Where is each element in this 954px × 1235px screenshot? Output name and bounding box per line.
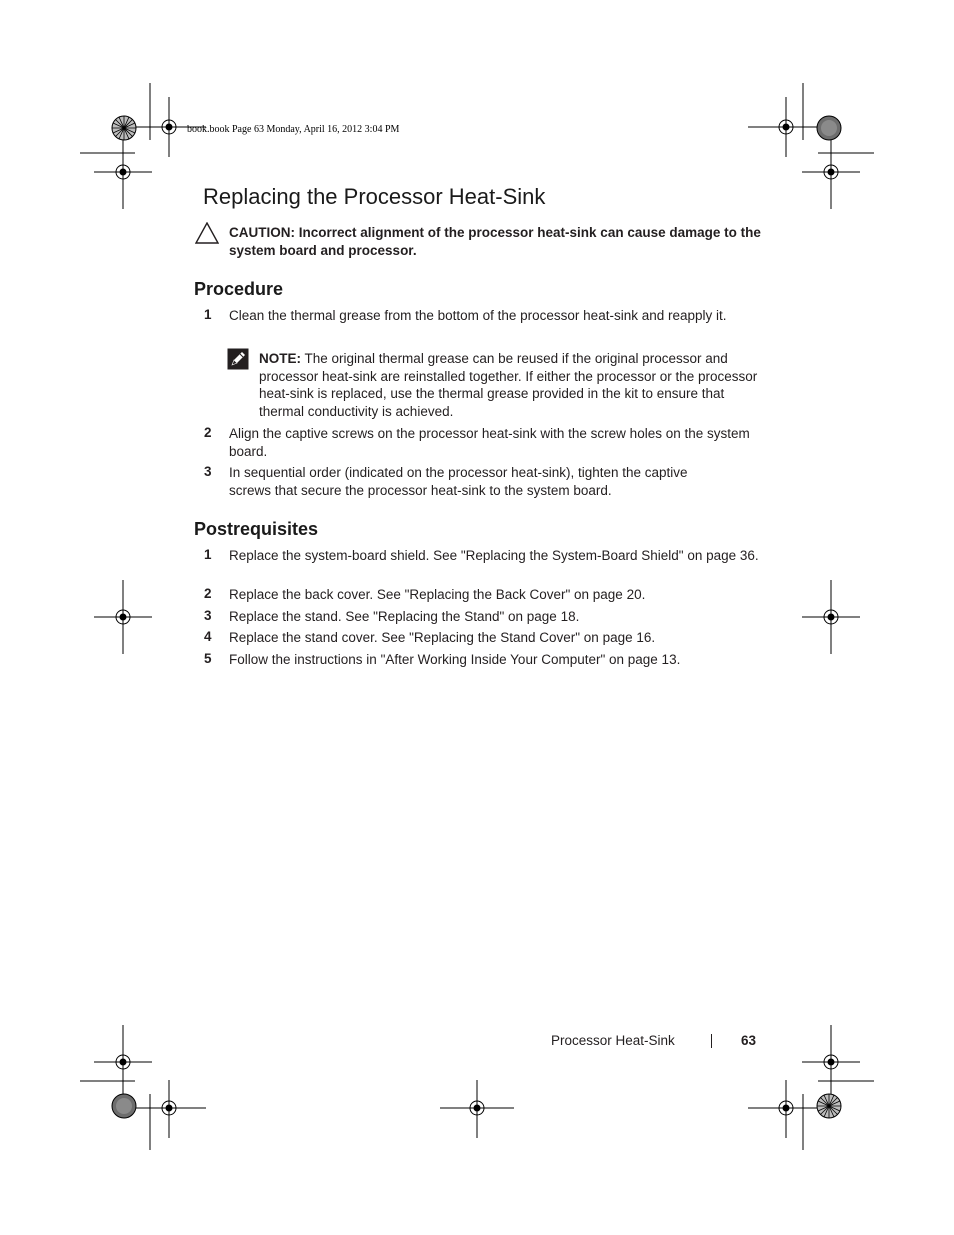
note-message: [259, 350, 764, 420]
step-text: Replace the back cover. See "Replacing the Back Cover" on page 20.: [229, 587, 646, 602]
step-text: Replace the stand cover. See "Replacing the Stand Cover" on page 16.: [229, 630, 656, 645]
note-pencil-icon: [227, 348, 249, 370]
step-text: Replace the stand. See "Replacing the Stand" on page 18.: [229, 609, 580, 624]
registration-mark-icon: [94, 135, 152, 209]
registration-mark-icon: [802, 1025, 860, 1099]
step-number: 2: [204, 586, 212, 601]
step-text: Clean the thermal grease from the bottom of the processor heat-sink and reapply it.: [229, 308, 727, 323]
registration-mark-icon: [748, 97, 822, 157]
registration-mark-icon: [132, 1080, 206, 1138]
step-number: 1: [204, 307, 212, 322]
footer-section-title: Processor Heat-Sink: [551, 1033, 675, 1048]
caution-message: CAUTION: Incorrect alignment of the processor heat-sink can cause damage to the system board and processor.: [229, 225, 761, 258]
caution-triangle-icon: [195, 222, 219, 244]
registration-mark-icon: [802, 580, 860, 654]
step-text: Replace the system-board shield. See "Replacing the System-Board Shield" on page 36.: [229, 548, 759, 563]
step-number: 3: [204, 608, 212, 623]
step-number: 2: [204, 425, 212, 440]
procedure-heading: Procedure: [194, 279, 284, 299]
page-number: 63: [741, 1033, 757, 1048]
note-label: NOTE:: [259, 351, 301, 366]
step-text: In sequential order (indicated on the processor heat-sink), tighten the captive screws that secure the processor heat-sink to the system board.: [229, 465, 688, 498]
step-number: 3: [204, 464, 212, 479]
registration-mark-icon: [748, 1080, 822, 1138]
step-number: 4: [204, 629, 212, 644]
registration-mark-icon: [94, 1025, 152, 1099]
step-text: Align the captive screws on the processor heat-sink with the screw holes on the system board.: [229, 426, 750, 459]
color-bar-gray-patch-icon: [817, 116, 841, 140]
page-title: Replacing the Processor Heat-Sink: [203, 184, 546, 209]
postrequisites-heading: Postrequisites: [194, 519, 319, 539]
print-header: book.book Page 63 Monday, April 16, 2012 3:04 PM: [187, 124, 400, 135]
registration-mark-icon: [94, 580, 152, 654]
step-number: 5: [204, 651, 212, 666]
color-bar-starburst-icon: [112, 116, 136, 140]
note-body: The original thermal grease can be reused if the original processor and processor heat-sink are reinstalled together. If either the processor or the processor heat-sink is replaced, use the thermal grease provided in the kit to ensure that thermal conductivity is achieved.: [259, 351, 758, 419]
color-bar-starburst-icon: [817, 1094, 841, 1118]
registration-mark-icon: [802, 135, 860, 209]
footer-divider: [711, 1034, 712, 1048]
color-bar-gray-patch-icon: [112, 1094, 136, 1118]
step-text: Follow the instructions in "After Working Inside Your Computer" on page 13.: [229, 652, 681, 667]
registration-mark-icon: [440, 1080, 514, 1138]
step-number: 1: [204, 547, 212, 562]
